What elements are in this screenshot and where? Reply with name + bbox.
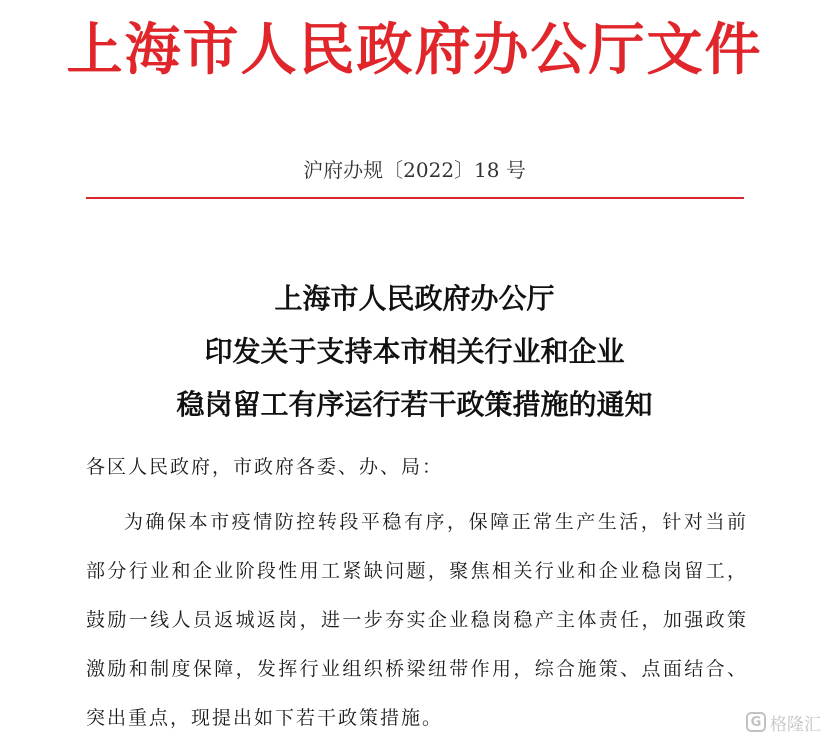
- document-title: [0, 272, 829, 431]
- body-paragraph: 为确保本市疫情防控转段平稳有序，保障正常生产生活，针对当前部分行业和企业阶段性用工紧缺问题，聚焦相关行业和企业稳岗留工，鼓励一线人员返城返岗，进一步夯实企业稳岗稳产主体责任，加强政策激励和制度保障，发挥行业组织桥梁纽带作用，综合施策、点面结合、突出重点，现提出如下若干政策措施。: [86, 511, 748, 729]
- salutation: 各区人民政府，市政府各委、办、局：: [86, 456, 444, 478]
- document-number: 沪府办规〔2022〕18 号: [303, 158, 526, 182]
- red-separator-line: [86, 197, 744, 199]
- issuer-header: 上海市人民政府办公厅文件: [66, 17, 763, 83]
- watermark-text: 格隆汇: [770, 714, 821, 735]
- title-line-1: 上海市人民政府办公厅: [274, 282, 555, 315]
- watermark: [746, 708, 821, 736]
- title-line-3: 稳岗留工有序运行若干政策措施的通知: [176, 388, 653, 421]
- title-line-2: 印发关于支持本市相关行业和企业: [204, 335, 625, 368]
- watermark-logo-icon: G: [746, 712, 766, 732]
